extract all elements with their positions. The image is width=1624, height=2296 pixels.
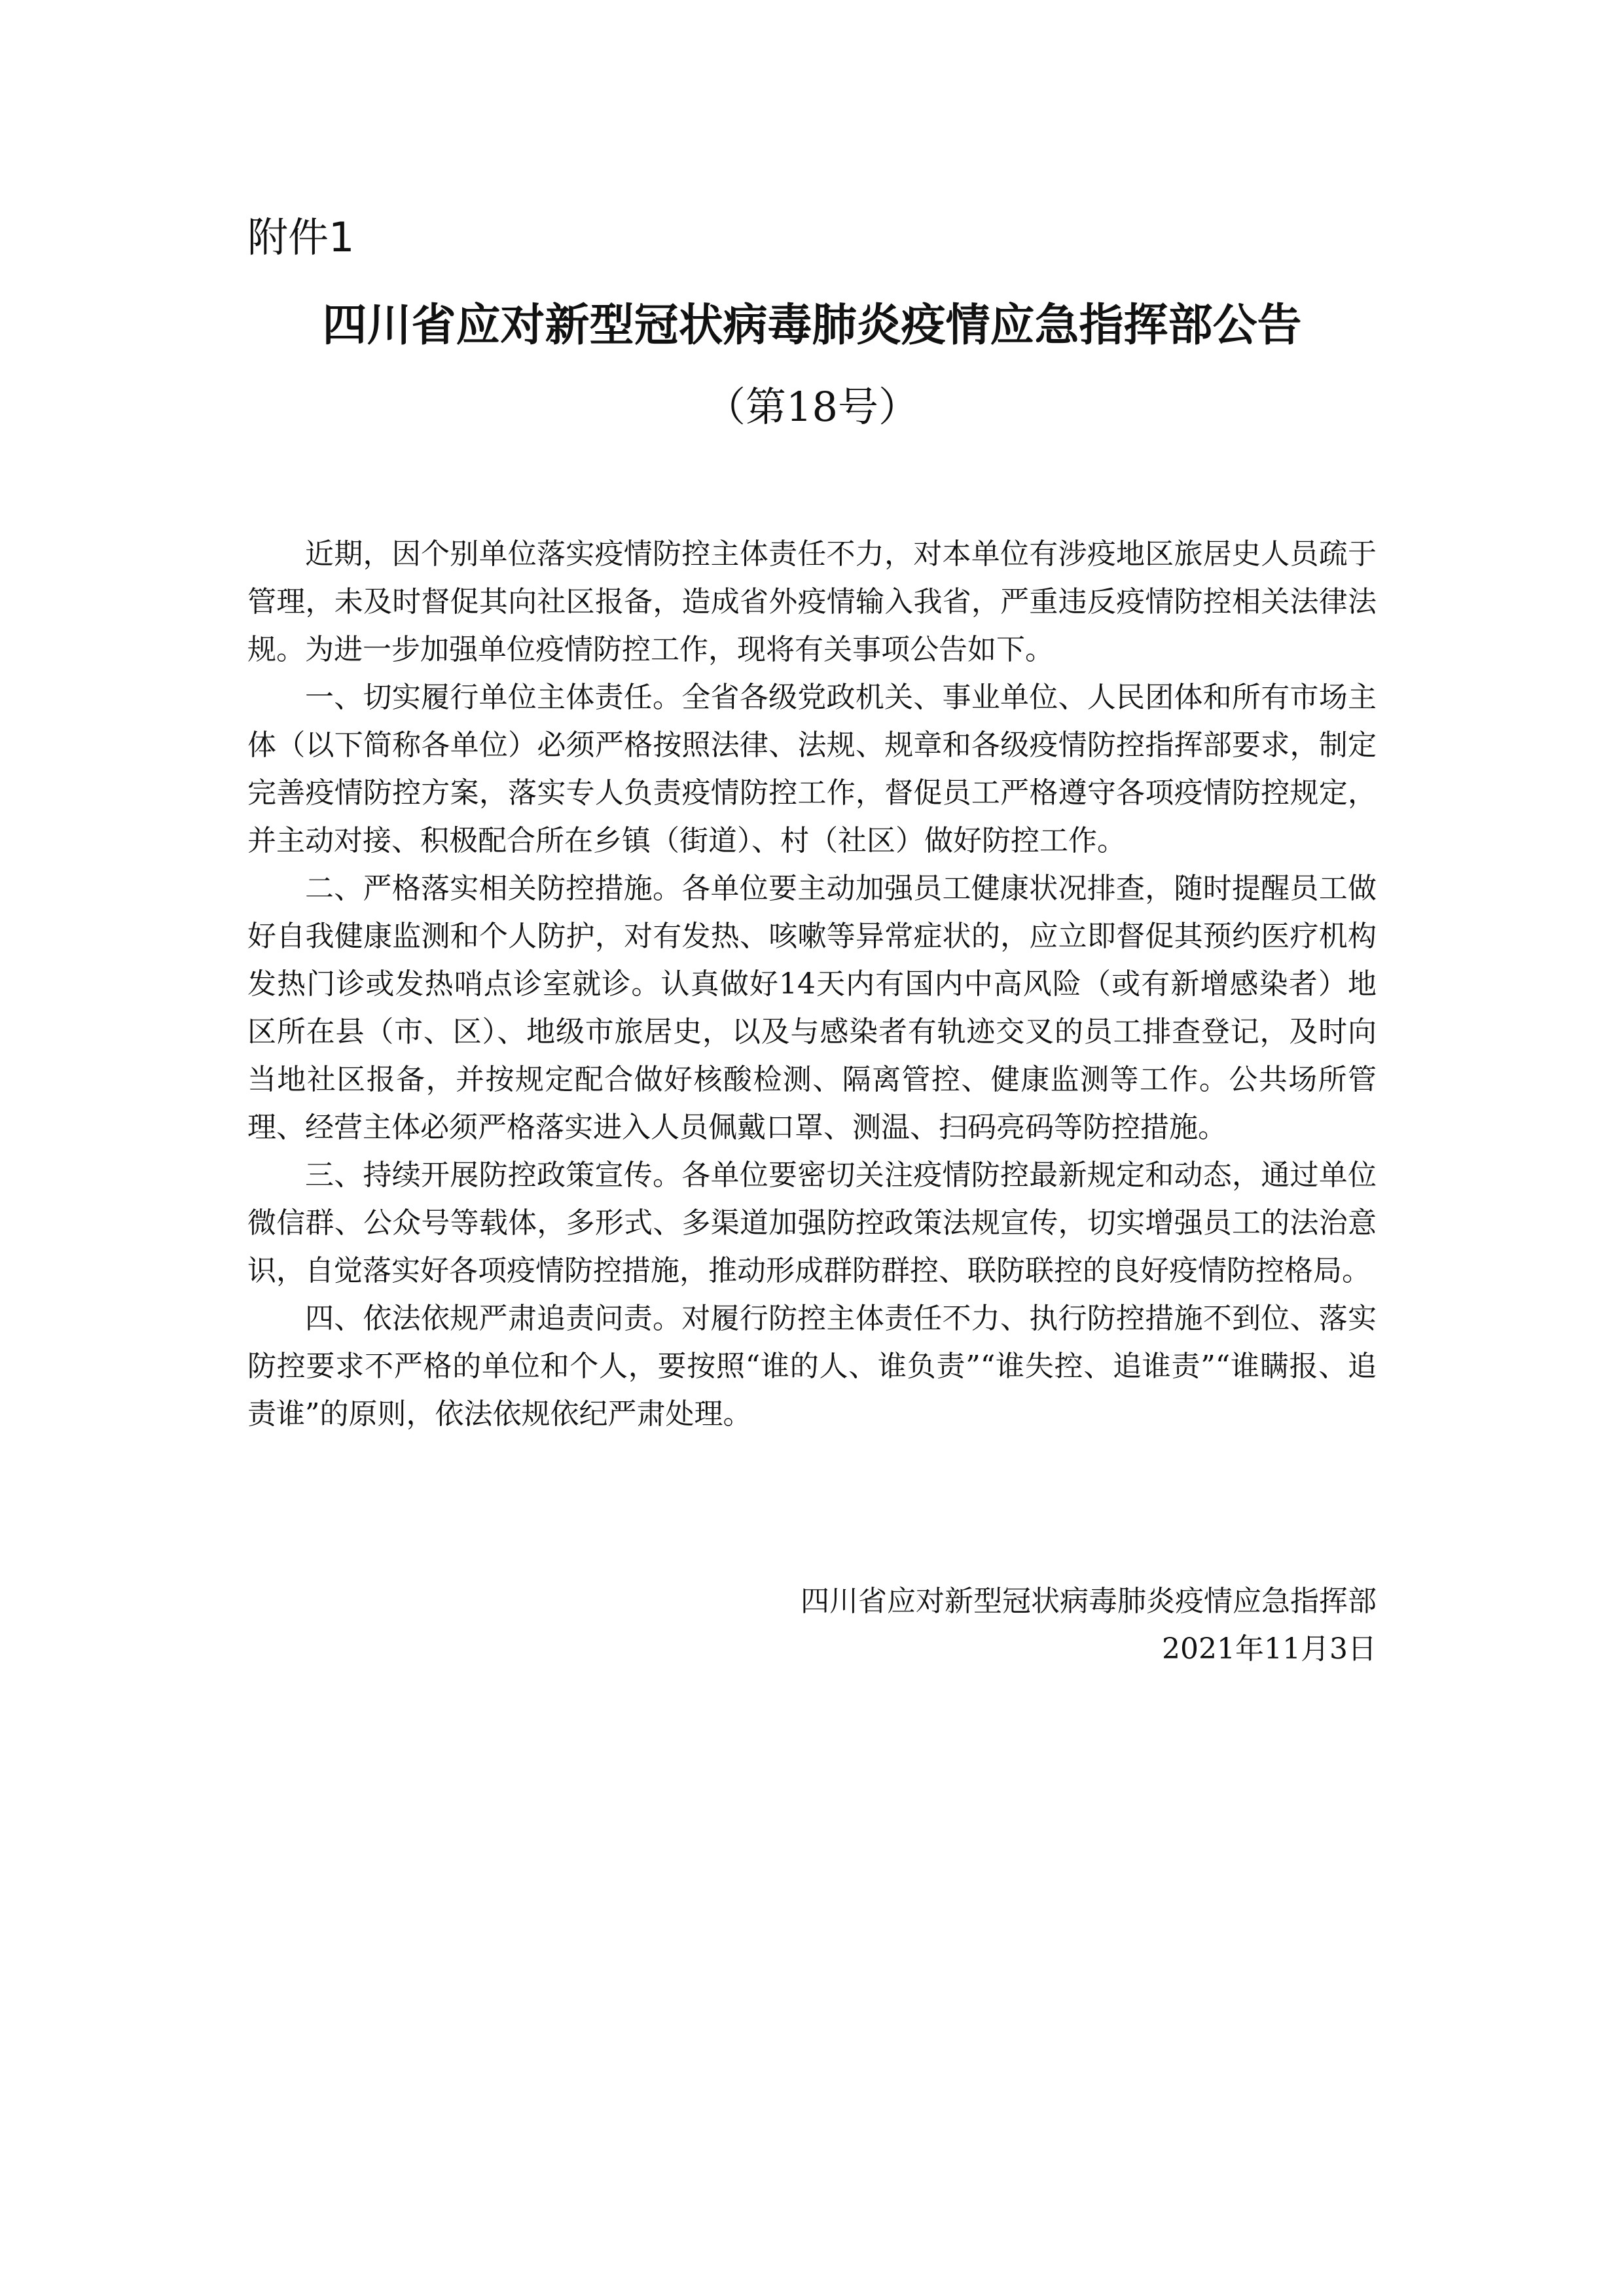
paragraph-4: 四、依法依规严肃追责问责。对履行防控主体责任不力、执行防控措施不到位、落实防控要求不严格的单位和个人，要按照“谁的人、谁负责”“谁失控、追谁责”“谁瞒报、追责谁”的原则，依法依规依纪严肃处理。 xyxy=(247,1302,1377,1431)
document-title: 四川省应对新型冠状病毒肺炎疫情应急指挥部公告 xyxy=(322,300,1302,351)
issuer-name: 四川省应对新型冠状病毒肺炎疫情应急指挥部 xyxy=(801,1585,1377,1618)
paragraph-intro: 近期，因个别单位落实疫情防控主体责任不力，对本单位有涉疫地区旅居史人员疏于管理，未及时督促其向社区报备，造成省外疫情输入我省，严重违反疫情防控相关法律法规。为进一步加强单位疫情防控工作，现将有关事项公告如下。 xyxy=(247,537,1377,666)
attachment-label: 附件1 xyxy=(247,213,355,261)
signature-block xyxy=(801,1577,1377,1673)
document-body xyxy=(247,530,1377,1438)
document-number: （第18号） xyxy=(705,383,919,431)
paragraph-2: 二、严格落实相关防控措施。各单位要主动加强员工健康状况排查，随时提醒员工做好自我健康监测和个人防护，对有发热、咳嗽等异常症状的，应立即督促其预约医疗机构发热门诊或发热哨点诊室就诊。认真做好14天内有国内中高风险（或有新增感染者）地区所在县（市、区）、地级市旅居史，以及与感染者有轨迹交叉的员工排查登记，及时向当地社区报备，并按规定配合做好核酸检测、隔离管控、健康监测等工作。公共场所管理、经营主体必须严格落实进入人员佩戴口罩、测温、扫码亮码等防控措施。 xyxy=(247,872,1377,1144)
paragraph-1: 一、切实履行单位主体责任。全省各级党政机关、事业单位、人民团体和所有市场主体（以下简称各单位）必须严格按照法律、法规、规章和各级疫情防控指挥部要求，制定完善疫情防控方案，落实专人负责疫情防控工作，督促员工严格遵守各项疫情防控规定，并主动对接、积极配合所在乡镇（街道）、村（社区）做好防控工作。 xyxy=(247,681,1377,857)
paragraph-3: 三、持续开展防控政策宣传。各单位要密切关注疫情防控最新规定和动态，通过单位微信群、公众号等载体，多形式、多渠道加强防控政策法规宣传，切实增强员工的法治意识，自觉落实好各项疫情防控措施，推动形成群防群控、联防联控的良好疫情防控格局。 xyxy=(247,1158,1377,1287)
issue-date: 2021年11月3日 xyxy=(1162,1632,1377,1666)
